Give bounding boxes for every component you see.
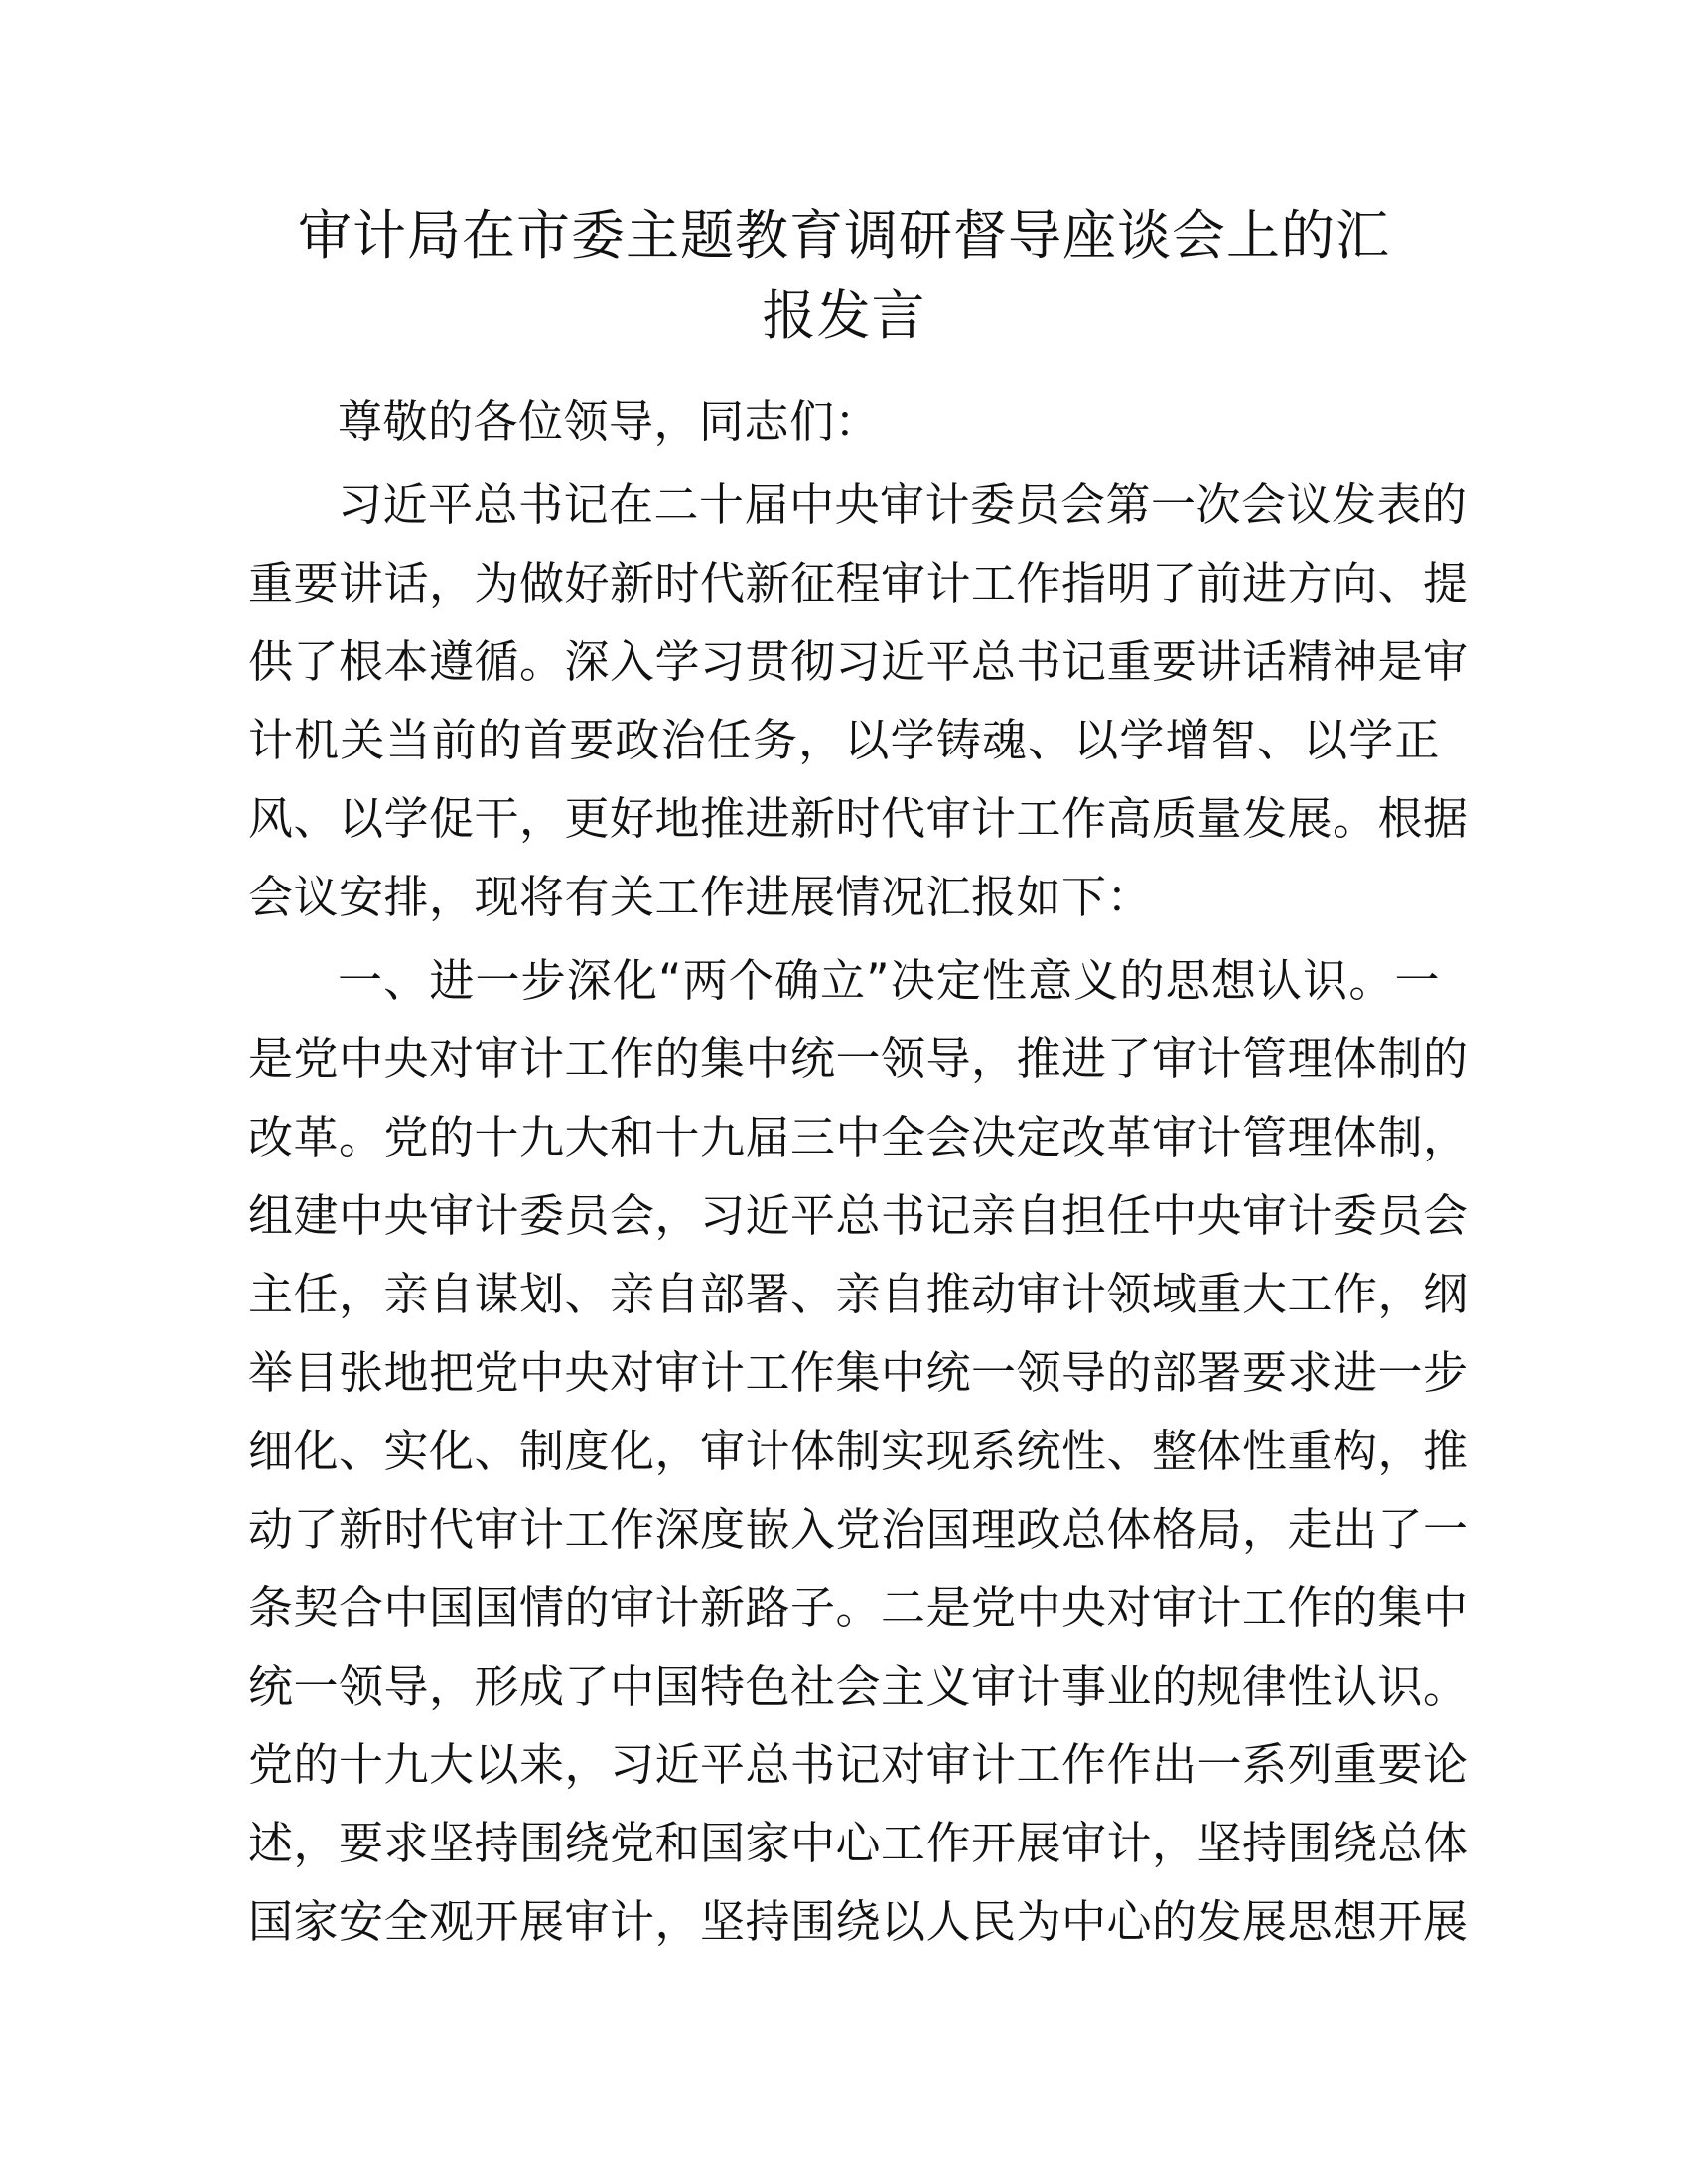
paragraph-2-line: 党的十九大以来，习近平总书记对审计工作作出一系列重要论 bbox=[248, 1738, 1469, 1791]
paragraph-2-line: 条契合中国国情的审计新路子。二是党中央对审计工作的集中 bbox=[248, 1581, 1469, 1634]
paragraph-2-line: 是党中央对审计工作的集中统一领导，推进了审计管理体制的 bbox=[248, 1032, 1469, 1085]
paragraph-2-line: 述，要求坚持围绕党和国家中心工作开展审计，坚持围绕总体 bbox=[248, 1817, 1469, 1869]
paragraph-2-line: 主任，亲自谋划、亲自部署、亲自推动审计领域重大工作，纲 bbox=[248, 1268, 1469, 1320]
paragraph-2-line: 统一领导，形成了中国特色社会主义审计事业的规律性认识。 bbox=[248, 1660, 1469, 1712]
paragraph-2-line: 细化、实化、制度化，审计体制实现系统性、整体性重构，推 bbox=[248, 1425, 1469, 1477]
title-line-2: 报发言 bbox=[762, 284, 926, 346]
paragraph-2 bbox=[248, 941, 1469, 1961]
paragraph-1-line: 会议安排，现将有关工作进展情况汇报如下： bbox=[248, 871, 1153, 923]
paragraph-2-line: 一、进一步深化“两个确立”决定性意义的思想认识。一 bbox=[338, 954, 1440, 1007]
paragraph-1-line: 重要讲话，为做好新时代新征程审计工作指明了前进方向、提 bbox=[248, 557, 1469, 610]
paragraph-1-line: 习近平总书记在二十届中央审计委员会第一次会议发表的 bbox=[338, 478, 1468, 531]
paragraph-2-line: 国家安全观开展审计，坚持围绕以人民为中心的发展思想开展 bbox=[248, 1895, 1469, 1948]
paragraph-1 bbox=[248, 466, 1469, 936]
paragraph-2-line: 动了新时代审计工作深度嵌入党治国理政总体格局，走出了一 bbox=[248, 1503, 1469, 1556]
title-line-1: 审计局在市委主题教育调研督导座谈会上的汇 bbox=[298, 205, 1390, 267]
paragraph-1-line: 计机关当前的首要政治任务，以学铸魂、以学增智、以学正 bbox=[248, 714, 1440, 766]
paragraph-1-line: 风、以学促干，更好地推进新时代审计工作高质量发展。根据 bbox=[248, 792, 1469, 845]
paragraph-2-line: 举目张地把党中央对审计工作集中统一领导的部署要求进一步 bbox=[248, 1346, 1469, 1399]
paragraph-2-line: 改革。党的十九大和十九届三中全会决定改革审计管理体制， bbox=[248, 1111, 1469, 1163]
document-body bbox=[248, 382, 1469, 1961]
paragraph-2-line: 组建中央审计委员会，习近平总书记亲自担任中央审计委员会 bbox=[248, 1189, 1469, 1242]
paragraph-1-line: 供了根本遵循。深入学习贯彻习近平总书记重要讲话精神是审 bbox=[248, 635, 1469, 688]
document-title bbox=[248, 197, 1440, 355]
salutation: 尊敬的各位领导，同志们： bbox=[338, 395, 881, 448]
